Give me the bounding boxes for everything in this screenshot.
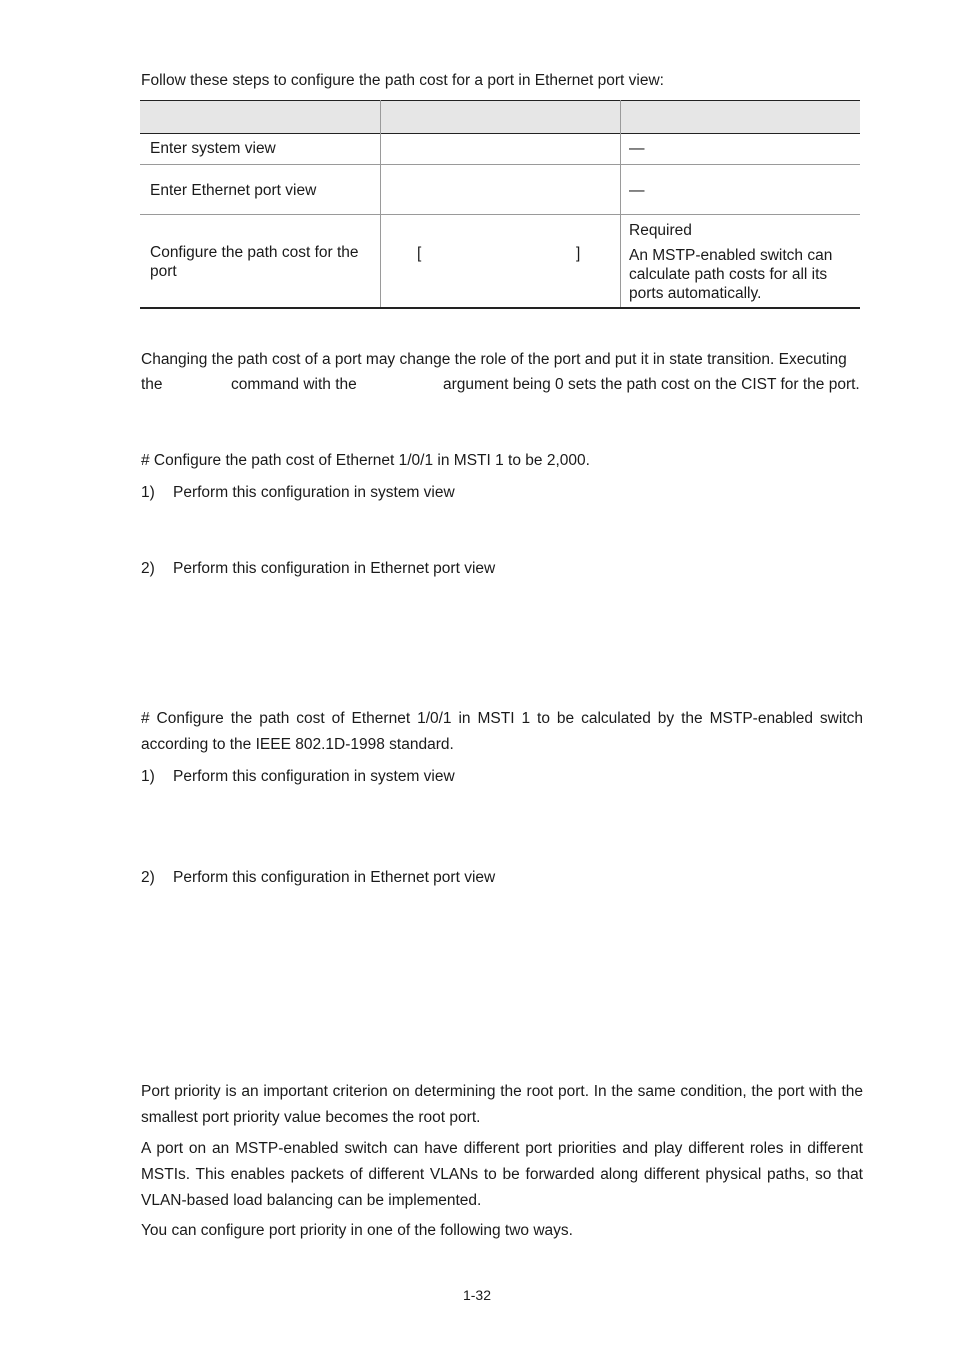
step-number: 2) xyxy=(141,869,155,886)
example-2-step-2 xyxy=(141,868,495,888)
priority-paragraph-3: You can configure port priority in one of the following two ways. xyxy=(141,1222,573,1239)
example-2-step-1 xyxy=(141,767,455,787)
example-1-title: # Configure the path cost of Ethernet 1/0/1 in MSTI 1 to be 2,000. xyxy=(141,452,590,469)
table-row-1-remarks: — xyxy=(629,140,645,157)
note-line-2 xyxy=(141,372,863,398)
table-row-2-operation: Enter Ethernet port view xyxy=(150,182,317,199)
note-argument-text: argument being 0 sets the path cost on the CIST for the port. xyxy=(443,376,860,393)
table-row-3-command-close-bracket: ] xyxy=(576,245,581,262)
example-1-step-2 xyxy=(141,559,495,579)
table-divider xyxy=(620,100,621,308)
example-1-step-1 xyxy=(141,483,455,503)
table-header-row xyxy=(140,100,860,134)
step-text: Perform this configuration in Ethernet port view xyxy=(173,869,496,886)
table-row-3-remarks-body: An MSTP-enabled switch can calculate path costs for all its ports automatically. xyxy=(629,247,833,302)
step-text: Perform this configuration in Ethernet port view xyxy=(173,560,496,577)
table-bottom-rule xyxy=(140,307,860,309)
step-number: 2) xyxy=(141,560,155,577)
table-row-divider xyxy=(140,214,860,215)
table-row-3-command-open-bracket: [ xyxy=(417,245,422,262)
step-number: 1) xyxy=(141,484,155,501)
page-number: 1-32 xyxy=(462,1287,492,1303)
table-row-2-remarks: — xyxy=(629,182,645,199)
table-row-1-operation: Enter system view xyxy=(150,140,276,157)
intro-text: Follow these steps to configure the path cost for a port in Ethernet port view: xyxy=(141,72,664,89)
priority-paragraph-2: A port on an MSTP-enabled switch can have different port priorities and play different roles in different MSTIs. This enables packets of different VLANs to be forwarded along different physical paths, so that VLAN-based load balancing can be implemented. xyxy=(141,1140,863,1209)
step-text: Perform this configuration in system view xyxy=(173,768,455,785)
note-word-the: the xyxy=(141,376,163,393)
priority-paragraph-1: Port priority is an important criterion on determining the root port. In the same condition, the port with the smallest port priority value becomes the root port. xyxy=(141,1083,863,1126)
table-row-divider xyxy=(140,164,860,165)
table-row-3-operation: Configure the path cost for the port xyxy=(150,244,359,280)
table-divider xyxy=(380,100,381,308)
step-text: Perform this configuration in system view xyxy=(173,484,455,501)
note-command-with: command with the xyxy=(231,376,357,393)
step-number: 1) xyxy=(141,768,155,785)
table-row-3-remarks-title: Required xyxy=(629,222,692,239)
example-2-title: # Configure the path cost of Ethernet 1/0/1 in MSTI 1 to be calculated by the MSTP-enabled switch according to the IEEE 802.1D-1998 standard. xyxy=(141,710,863,753)
note-line-1: Changing the path cost of a port may change the role of the port and put it in state transition. Executing xyxy=(141,351,847,368)
